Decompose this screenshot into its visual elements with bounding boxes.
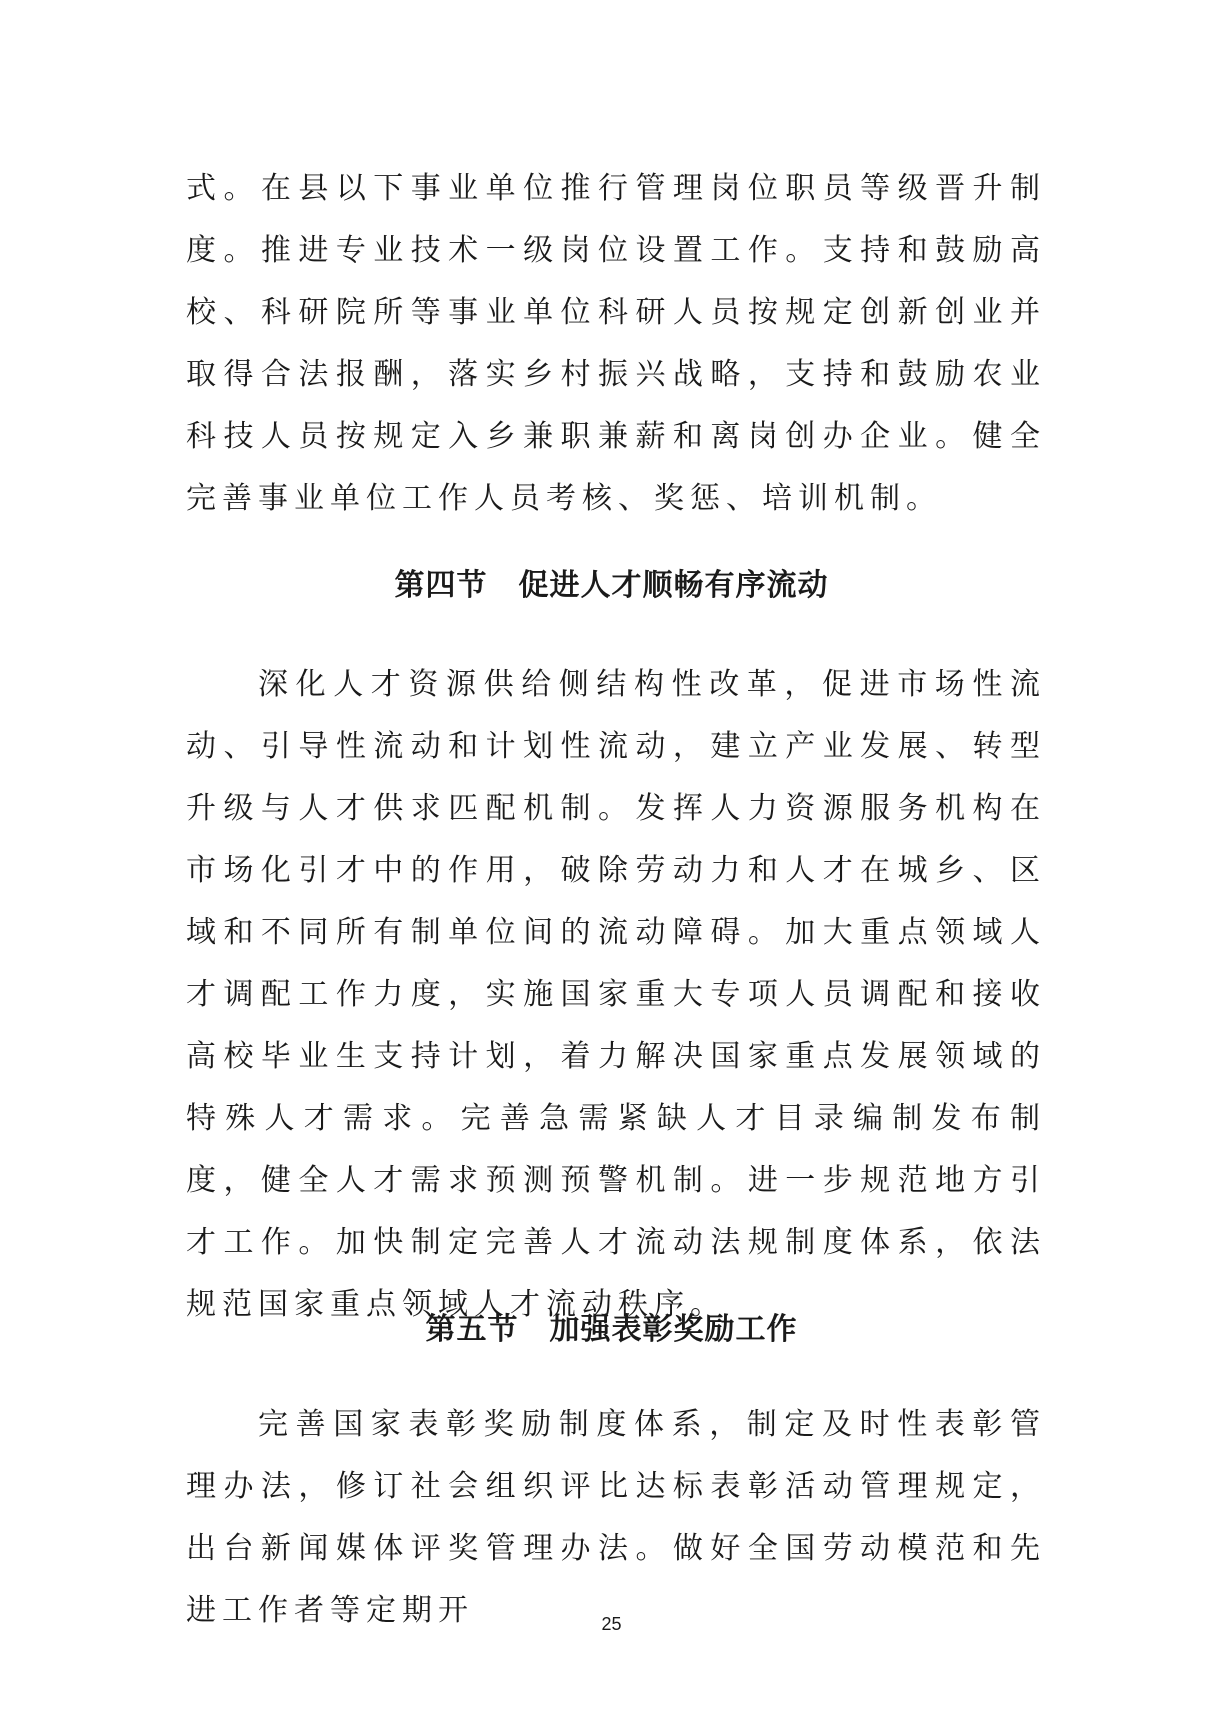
continued-paragraph: 式。在县以下事业单位推行管理岗位职员等级晋升制度。推进专业技术一级岗位设置工作。支持和鼓励高校、科研院所等事业单位科研人员按规定创新创业并取得合法报酬，落实乡村振兴战略，支持和鼓励农业科技人员按规定入乡兼职兼薪和离岗创办企业。健全完善事业单位工作人员考核、奖惩、培训机制。 xyxy=(186,171,1046,516)
section-5-paragraph: 完善国家表彰奖励制度体系，制定及时性表彰管理办法，修订社会组织评比达标表彰活动管理规定，出台新闻媒体评奖管理办法。做好全国劳动模范和先进工作者等定期开 xyxy=(186,1407,1046,1628)
section-5-heading: 第五节 加强表彰奖励工作 xyxy=(425,1312,798,1347)
section-4-paragraph: 深化人才资源供给侧结构性改革，促进市场性流动、引导性流动和计划性流动，建立产业发展、转型升级与人才供求匹配机制。发挥人力资源服务机构在市场化引才中的作用，破除劳动力和人才在城乡、区域和不同所有制单位间的流动障碍。加大重点领域人才调配工作力度，实施国家重大专项人员调配和接收高校毕业生支持计划，着力解决国家重点发展领域的特殊人才需求。完善急需紧缺人才目录编制发布制度，健全人才需求预测预警机制。进一步规范地方引才工作。加快制定完善人才流动法规制度体系，依法规范国家重点领域人才流动秩序。 xyxy=(186,667,1046,1322)
section-4-heading: 第四节 促进人才顺畅有序流动 xyxy=(394,568,829,603)
page-number: 25 xyxy=(601,1614,622,1634)
